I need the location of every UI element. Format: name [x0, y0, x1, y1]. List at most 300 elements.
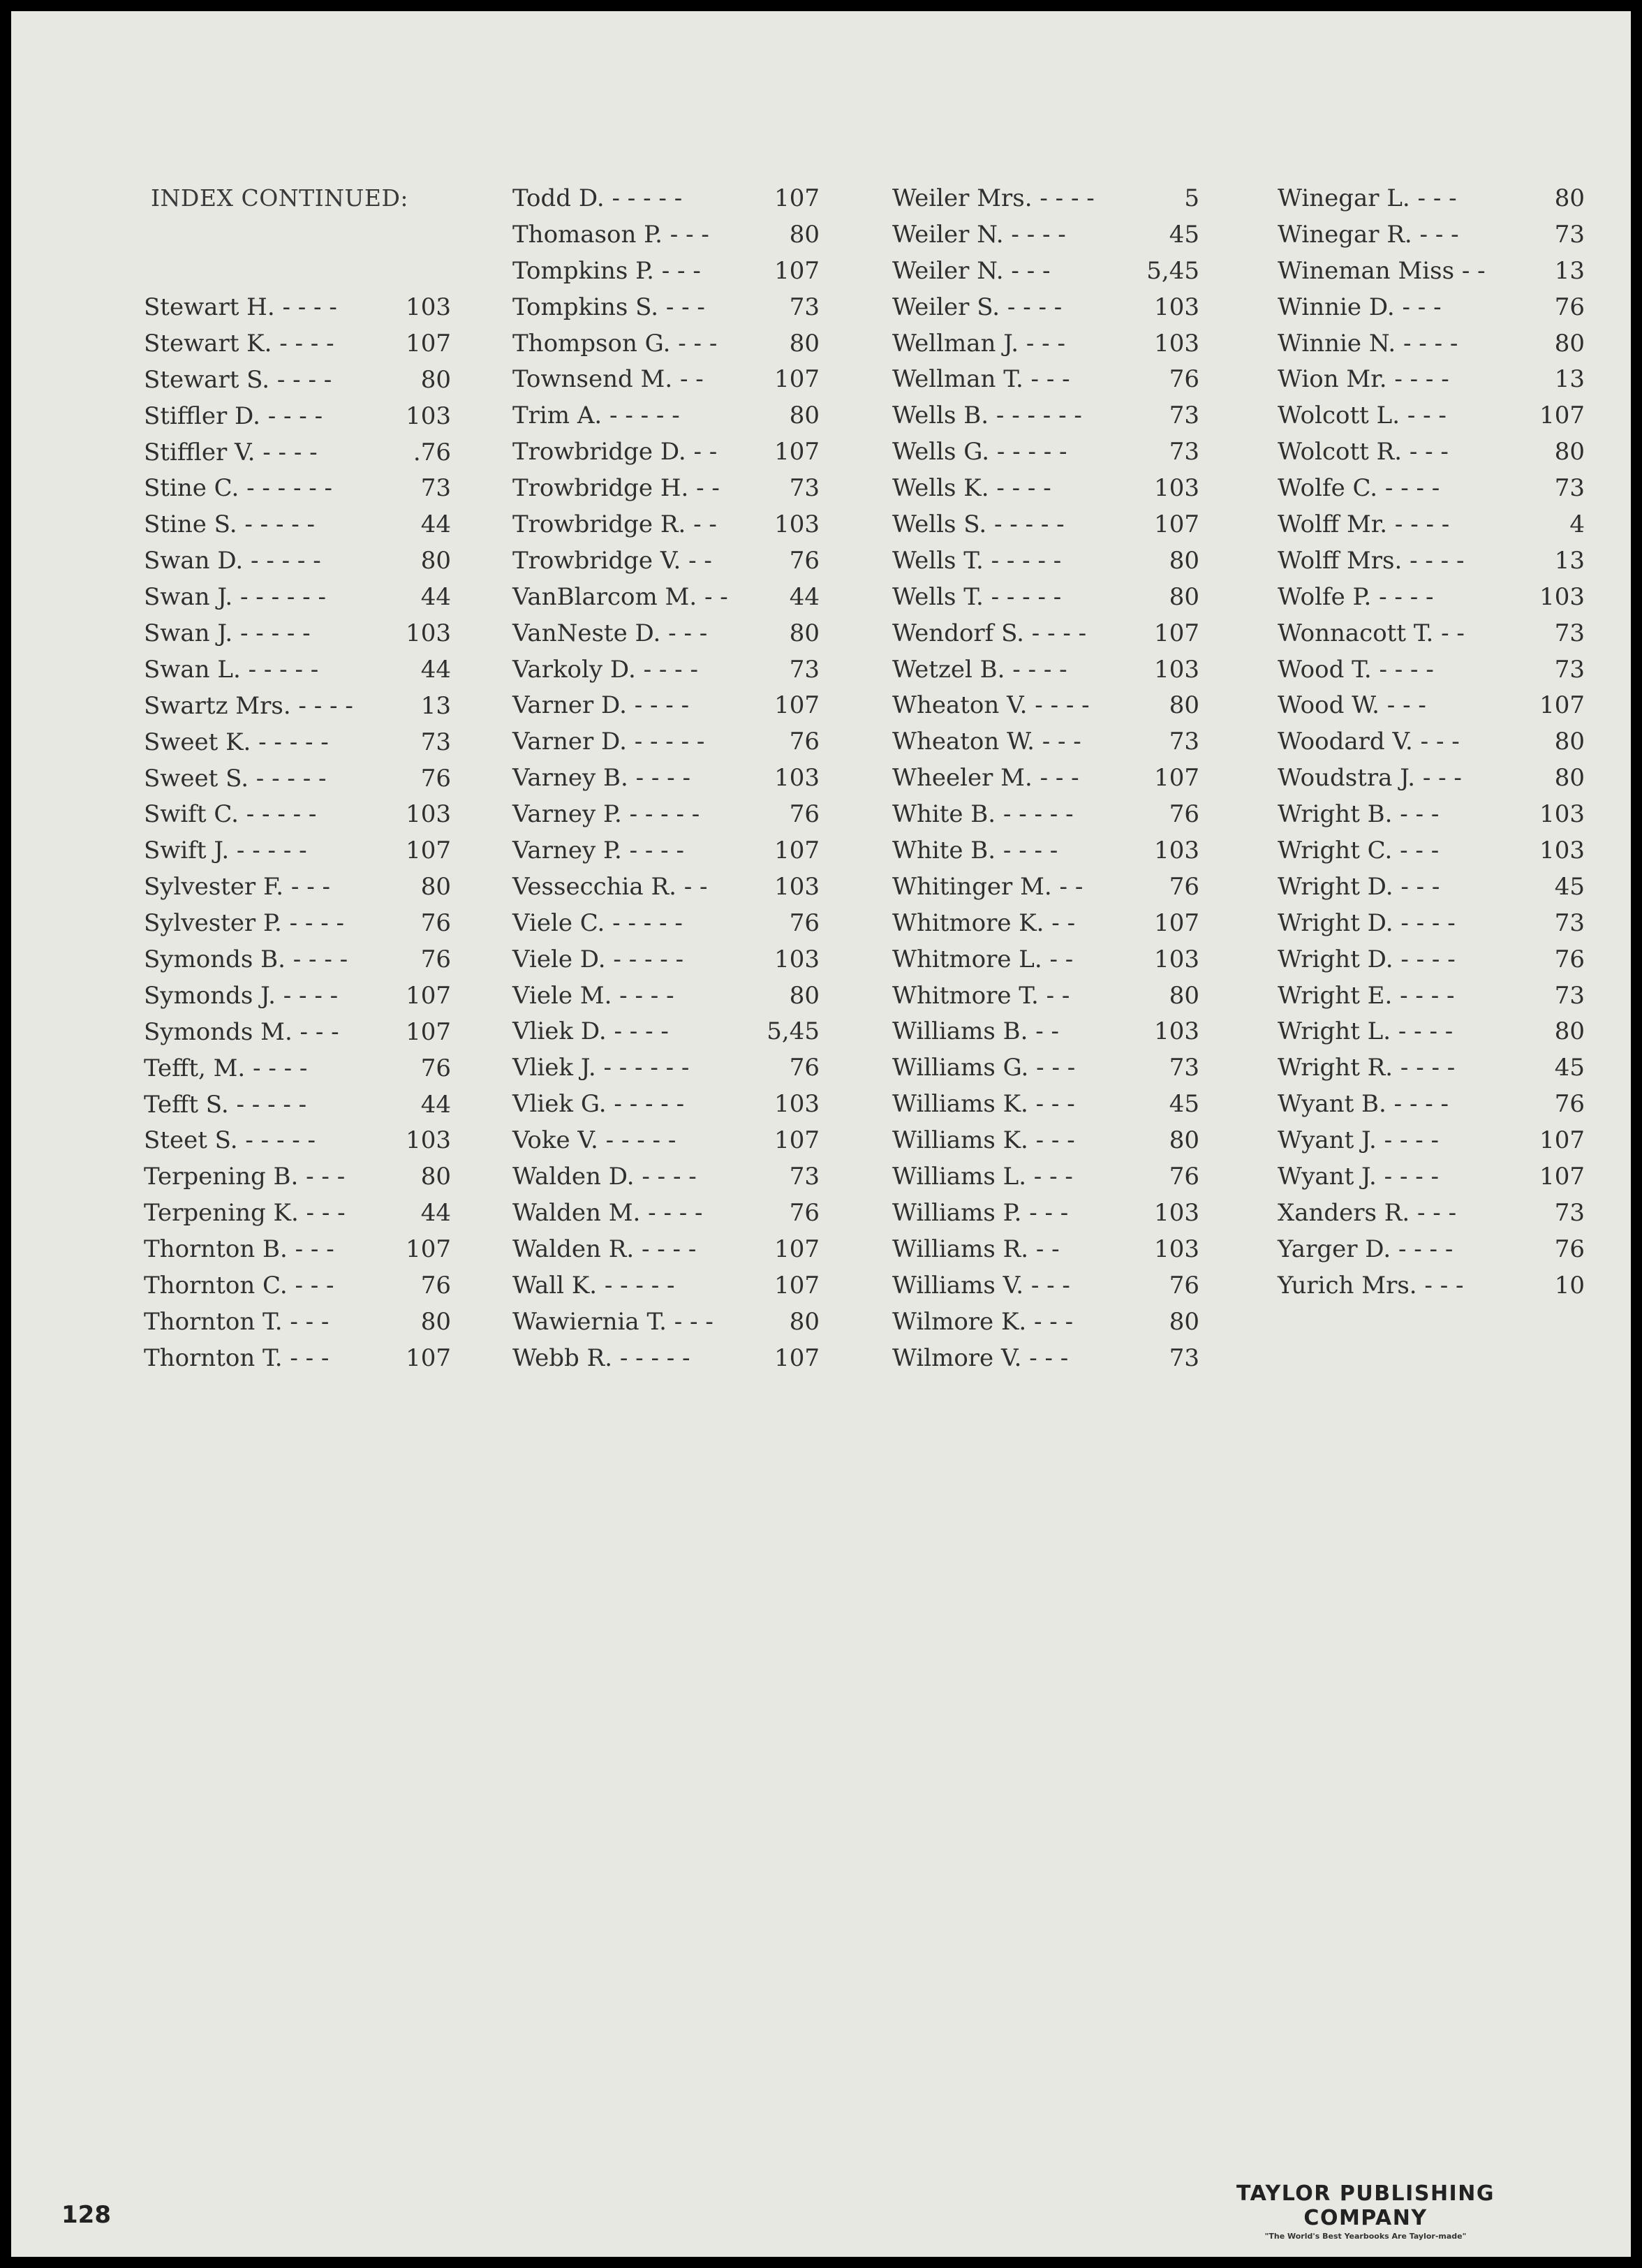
- entry-page: 13: [1554, 365, 1585, 394]
- index-entry: [144, 1267, 451, 1304]
- entry-page: 73: [1554, 619, 1585, 647]
- entry-name: Sylvester P. - - - -: [144, 909, 344, 938]
- entry-name: Stine S. - - - - -: [144, 510, 316, 539]
- entry-page: 73: [420, 474, 451, 503]
- entry-name: VanNeste D. - - -: [512, 619, 708, 647]
- entry-name: Williams B. - -: [892, 1017, 1059, 1046]
- entry-page: 73: [1554, 1198, 1585, 1227]
- entry-name: Varney P. - - - - -: [512, 800, 700, 829]
- entry-name: Whitmore K. - -: [892, 908, 1076, 937]
- index-entry: [144, 615, 451, 651]
- index-entry: [512, 361, 820, 397]
- entry-page: 73: [789, 1163, 820, 1191]
- index-entry: [144, 1122, 451, 1158]
- entry-name: Yarger D. - - - -: [1278, 1235, 1454, 1263]
- entry-page: 107: [406, 981, 451, 1010]
- publisher-tagline: "The World's Best Yearbooks Are Taylor-made": [1264, 2232, 1467, 2241]
- index-entry: [1278, 1086, 1585, 1122]
- index-entry: [892, 470, 1199, 506]
- entry-page: 73: [1169, 1054, 1199, 1082]
- yearbook-page: [11, 11, 1631, 2257]
- index-entry: [512, 1158, 820, 1195]
- entry-page: 73: [1169, 1343, 1199, 1372]
- index-entry: [892, 905, 1199, 941]
- index-entry: [144, 1087, 451, 1123]
- index-entry: [892, 289, 1199, 325]
- index-entry: [512, 796, 820, 832]
- entry-name: Wolcott L. - - -: [1278, 402, 1447, 430]
- index-entry: [512, 832, 820, 869]
- entry-page: 73: [1554, 220, 1585, 249]
- entry-page: 103: [1154, 293, 1199, 321]
- entry-name: Walden M. - - - -: [512, 1198, 703, 1227]
- entry-page: 107: [1154, 908, 1199, 937]
- index-entry: [892, 1013, 1199, 1050]
- entry-page: 76: [789, 800, 820, 829]
- entry-page: 73: [420, 728, 451, 756]
- entry-page: 13: [420, 691, 451, 720]
- entry-name: Wawiernia T. - - -: [512, 1307, 713, 1336]
- index-entry: [512, 615, 820, 651]
- index-column-3: [892, 180, 1199, 1376]
- entry-name: Whitinger M. - -: [892, 872, 1083, 901]
- entry-name: Viele D. - - - - -: [512, 945, 684, 973]
- index-entry: [512, 470, 820, 506]
- entry-page: 80: [789, 1307, 820, 1336]
- entry-page: 103: [406, 1126, 451, 1155]
- index-entry: [144, 688, 451, 724]
- entry-name: Varney P. - - - -: [512, 837, 684, 865]
- index-entry: [1278, 832, 1585, 869]
- entry-page: 103: [1154, 1198, 1199, 1227]
- index-entry: [144, 1014, 451, 1050]
- entry-page: 103: [1154, 655, 1199, 684]
- entry-page: 103: [774, 764, 820, 793]
- entry-page: 107: [774, 365, 820, 394]
- entry-name: Wells S. - - - - -: [892, 510, 1065, 539]
- index-entry: [512, 687, 820, 723]
- entry-page: 107: [774, 1343, 820, 1372]
- index-column-4: [1278, 180, 1585, 1304]
- index-entry: [1278, 397, 1585, 434]
- entry-name: Swift J. - - - - -: [144, 837, 307, 865]
- entry-name: Swartz Mrs. - - - -: [144, 691, 353, 720]
- entry-page: 80: [420, 365, 451, 394]
- entry-page: 76: [420, 1272, 451, 1300]
- entry-page: 10: [1554, 1271, 1585, 1299]
- entry-name: Wright C. - - -: [1278, 837, 1440, 865]
- entry-name: Wolfe C. - - - -: [1278, 474, 1440, 503]
- entry-name: Thornton T. - - -: [144, 1343, 330, 1372]
- index-entry: [512, 941, 820, 978]
- entry-page: 80: [789, 402, 820, 430]
- entry-name: Viele C. - - - - -: [512, 908, 683, 937]
- entry-page: 76: [789, 546, 820, 575]
- index-entry: [512, 905, 820, 941]
- entry-name: Wion Mr. - - - -: [1278, 365, 1449, 394]
- index-entry: [1278, 1267, 1585, 1304]
- entry-page: 73: [1554, 655, 1585, 684]
- index-entry: [144, 832, 451, 869]
- index-entry: [512, 869, 820, 905]
- entry-name: Thornton T. - - -: [144, 1307, 330, 1336]
- index-entry: [1278, 470, 1585, 506]
- entry-page: 5: [1184, 184, 1199, 212]
- index-entry: [512, 216, 820, 253]
- index-entry: [892, 180, 1199, 216]
- entry-name: Wells T. - - - - -: [892, 546, 1062, 575]
- entry-page: 103: [406, 800, 451, 829]
- entry-page: 76: [420, 1054, 451, 1082]
- entry-page: 76: [1554, 945, 1585, 973]
- page-number: 128: [61, 2201, 111, 2229]
- entry-name: White B. - - - - -: [892, 800, 1074, 829]
- entry-name: Tefft S. - - - - -: [144, 1090, 307, 1119]
- entry-page: 76: [1169, 1163, 1199, 1191]
- entry-name: Winegar L. - - -: [1278, 184, 1457, 212]
- entry-name: Stewart H. - - - -: [144, 293, 337, 321]
- index-entry: [144, 289, 451, 325]
- index-entry: [144, 905, 451, 941]
- entry-name: Vliek J. - - - - - -: [512, 1054, 690, 1082]
- index-entry: [1278, 941, 1585, 978]
- entry-page: 73: [1169, 438, 1199, 466]
- index-entry: [1278, 651, 1585, 688]
- entry-name: Wilmore V. - - -: [892, 1343, 1069, 1372]
- entry-name: Wendorf S. - - - -: [892, 619, 1087, 647]
- entry-page: 107: [1154, 510, 1199, 539]
- index-entry: [1278, 325, 1585, 362]
- entry-page: 80: [1554, 329, 1585, 358]
- entry-page: 45: [1554, 1054, 1585, 1082]
- index-entry: [1278, 434, 1585, 470]
- index-entry: [1278, 723, 1585, 760]
- index-entry: [144, 651, 451, 688]
- entry-name: Williams R. - -: [892, 1235, 1060, 1263]
- entry-name: Stiffler V. - - - -: [144, 438, 318, 466]
- index-entry: [144, 398, 451, 434]
- entry-name: Wright E. - - - -: [1278, 981, 1455, 1010]
- index-entry: [512, 289, 820, 325]
- index-entry: [1278, 543, 1585, 579]
- entry-page: 44: [420, 655, 451, 684]
- entry-name: Symonds B. - - - -: [144, 945, 348, 974]
- entry-page: 73: [1554, 908, 1585, 937]
- index-entry: [1278, 905, 1585, 941]
- entry-page: 76: [1169, 365, 1199, 394]
- index-entry: [892, 579, 1199, 615]
- index-entry: [892, 760, 1199, 796]
- index-entry: [892, 869, 1199, 905]
- index-entry: [892, 1267, 1199, 1304]
- entry-page: 76: [789, 1198, 820, 1227]
- entry-page: 44: [789, 582, 820, 611]
- entry-name: Tefft, M. - - - -: [144, 1054, 308, 1082]
- entry-page: 73: [1169, 728, 1199, 756]
- entry-name: Symonds M. - - -: [144, 1017, 339, 1046]
- entry-name: Stiffler D. - - - -: [144, 402, 323, 430]
- index-entry: [892, 941, 1199, 978]
- entry-name: Stewart S. - - - -: [144, 365, 332, 394]
- index-entry: [892, 651, 1199, 688]
- entry-page: 103: [406, 619, 451, 648]
- entry-page: 103: [774, 872, 820, 901]
- index-entry: [144, 978, 451, 1014]
- entry-page: 73: [789, 655, 820, 684]
- entry-name: Varkoly D. - - - -: [512, 655, 698, 684]
- index-entry: [512, 1013, 820, 1050]
- entry-name: Wellman J. - - -: [892, 329, 1065, 358]
- index-entry: [512, 579, 820, 615]
- index-entry: [892, 1231, 1199, 1267]
- index-entry: [1278, 615, 1585, 651]
- index-entry: [144, 506, 451, 543]
- entry-name: Swan J. - - - - -: [144, 619, 311, 648]
- entry-name: Thornton B. - - -: [144, 1235, 334, 1264]
- entry-page: 107: [774, 1235, 820, 1263]
- index-entry: [892, 796, 1199, 832]
- entry-page: 103: [774, 1090, 820, 1119]
- publisher-name: TAYLOR PUBLISHING COMPANY: [1236, 2181, 1495, 2230]
- entry-page: 45: [1169, 1090, 1199, 1119]
- index-entry: [144, 434, 451, 471]
- index-entry: [144, 470, 451, 506]
- entry-name: VanBlarcom M. - -: [512, 582, 728, 611]
- entry-name: Wyant B. - - - -: [1278, 1090, 1449, 1119]
- entry-page: 73: [1554, 981, 1585, 1010]
- index-entry: [892, 1086, 1199, 1122]
- entry-name: Wellman T. - - -: [892, 365, 1070, 394]
- entry-page: 103: [1539, 800, 1585, 829]
- index-entry: [892, 543, 1199, 579]
- entry-name: Voke V. - - - - -: [512, 1126, 676, 1155]
- entry-name: Varner D. - - - - -: [512, 728, 705, 756]
- index-entry: [1278, 1013, 1585, 1050]
- entry-name: Wells K. - - - -: [892, 474, 1051, 503]
- index-entry: [144, 579, 451, 615]
- entry-page: 5,45: [767, 1017, 820, 1046]
- index-heading: INDEX CONTINUED:: [151, 184, 409, 212]
- entry-page: 107: [1539, 691, 1585, 720]
- entry-page: 103: [1539, 582, 1585, 611]
- index-entry: [144, 1195, 451, 1231]
- entry-name: Wright B. - - -: [1278, 800, 1440, 829]
- entry-page: 103: [1154, 1017, 1199, 1046]
- entry-page: 80: [1169, 1307, 1199, 1336]
- entry-name: Wolfe P. - - - -: [1278, 582, 1434, 611]
- index-entry: [892, 832, 1199, 869]
- entry-page: 80: [1169, 691, 1199, 720]
- index-entry: [892, 687, 1199, 723]
- entry-page: 107: [1539, 1126, 1585, 1155]
- entry-page: 73: [1169, 402, 1199, 430]
- index-entry: [144, 796, 451, 832]
- entry-name: Wright D. - - - -: [1278, 908, 1456, 937]
- index-entry: [144, 1304, 451, 1340]
- index-entry: [512, 1122, 820, 1158]
- entry-name: Wheaton V. - - - -: [892, 691, 1090, 720]
- entry-name: Todd D. - - - - -: [512, 184, 683, 212]
- entry-page: 103: [1154, 945, 1199, 973]
- index-entry: [892, 361, 1199, 397]
- entry-name: Thomason P. - - -: [512, 220, 709, 249]
- index-entry: [892, 1195, 1199, 1231]
- entry-page: 44: [420, 583, 451, 612]
- entry-page: 80: [1554, 1017, 1585, 1046]
- entry-name: Wineman Miss - -: [1278, 256, 1486, 285]
- index-entry: [1278, 1050, 1585, 1086]
- index-entry: [512, 978, 820, 1014]
- index-entry: [512, 760, 820, 796]
- index-entry: [892, 978, 1199, 1014]
- index-entry: [1278, 253, 1585, 289]
- index-entry: [512, 543, 820, 579]
- entry-page: 103: [406, 293, 451, 321]
- index-entry: [512, 1231, 820, 1267]
- index-entry: [1278, 1158, 1585, 1195]
- index-entry: [512, 506, 820, 543]
- entry-name: Stine C. - - - - - -: [144, 474, 333, 503]
- entry-page: .76: [413, 438, 451, 466]
- entry-name: Sweet K. - - - - -: [144, 728, 329, 756]
- index-entry: [892, 506, 1199, 543]
- entry-name: Stewart K. - - - -: [144, 329, 334, 358]
- entry-name: Terpening B. - - -: [144, 1163, 346, 1191]
- entry-page: 107: [774, 1126, 820, 1155]
- index-entry: [144, 941, 451, 978]
- entry-name: Varney B. - - - -: [512, 764, 690, 793]
- entry-name: Wood W. - - -: [1278, 691, 1426, 720]
- entry-name: Williams V. - - -: [892, 1271, 1070, 1299]
- entry-page: 80: [1554, 764, 1585, 793]
- entry-page: 76: [1554, 1090, 1585, 1119]
- entry-name: Winegar R. - - -: [1278, 220, 1459, 249]
- entry-page: 103: [774, 945, 820, 973]
- entry-page: 76: [420, 764, 451, 793]
- entry-name: Wall K. - - - - -: [512, 1271, 675, 1299]
- entry-page: 107: [1539, 402, 1585, 430]
- index-entry: [144, 1158, 451, 1195]
- entry-name: Williams K. - - -: [892, 1126, 1075, 1155]
- index-column-2: [512, 180, 820, 1376]
- entry-page: 80: [789, 981, 820, 1010]
- entry-page: 13: [1554, 256, 1585, 285]
- entry-page: 80: [1169, 981, 1199, 1010]
- index-entry: [512, 434, 820, 470]
- entry-name: Whitmore L. - -: [892, 945, 1074, 973]
- index-entry: [512, 723, 820, 760]
- entry-page: 107: [1539, 1163, 1585, 1191]
- index-entry: [512, 1050, 820, 1086]
- entry-name: Yurich Mrs. - - -: [1278, 1271, 1464, 1299]
- index-entry: [512, 1304, 820, 1340]
- entry-page: 107: [406, 837, 451, 865]
- entry-page: 76: [1554, 1235, 1585, 1263]
- entry-page: 80: [1554, 728, 1585, 756]
- index-entry: [892, 434, 1199, 470]
- entry-name: Wright D. - - - -: [1278, 945, 1456, 973]
- entry-page: 80: [1169, 1126, 1199, 1155]
- entry-page: 107: [774, 184, 820, 212]
- entry-name: Thompson G. - - -: [512, 329, 718, 358]
- index-entry: [512, 253, 820, 289]
- entry-page: 107: [406, 1017, 451, 1046]
- entry-page: 80: [789, 329, 820, 358]
- index-entry: [1278, 1231, 1585, 1267]
- entry-name: Whitmore T. - -: [892, 981, 1070, 1010]
- entry-name: Wells B. - - - - - -: [892, 402, 1082, 430]
- entry-page: 107: [406, 1343, 451, 1372]
- entry-page: 103: [1539, 837, 1585, 865]
- index-entry: [1278, 760, 1585, 796]
- index-entry: [1278, 180, 1585, 216]
- entry-name: Terpening K. - - -: [144, 1199, 346, 1228]
- entry-page: 80: [789, 619, 820, 647]
- index-entry: [892, 325, 1199, 362]
- entry-page: 103: [1154, 329, 1199, 358]
- index-entry: [892, 1158, 1199, 1195]
- index-entry: [1278, 361, 1585, 397]
- index-entry: [892, 1122, 1199, 1158]
- entry-page: 76: [1169, 800, 1199, 829]
- entry-name: Williams G. - - -: [892, 1054, 1076, 1082]
- entry-name: Wyant J. - - - -: [1278, 1163, 1440, 1191]
- entry-page: 4: [1569, 510, 1585, 539]
- entry-name: Winnie N. - - - -: [1278, 329, 1458, 358]
- index-entry: [144, 869, 451, 905]
- entry-name: Walden D. - - - -: [512, 1163, 697, 1191]
- entry-page: 13: [1554, 546, 1585, 575]
- index-entry: [144, 1050, 451, 1087]
- entry-name: Steet S. - - - - -: [144, 1126, 316, 1155]
- entry-page: 103: [1154, 1235, 1199, 1263]
- entry-name: Swift C. - - - - -: [144, 800, 317, 829]
- index-entry: [144, 362, 451, 398]
- entry-page: 76: [1169, 1271, 1199, 1299]
- entry-name: Trowbridge D. - -: [512, 438, 718, 466]
- entry-page: 80: [1554, 438, 1585, 466]
- index-entry: [1278, 1122, 1585, 1158]
- entry-name: Weiler Mrs. - - - -: [892, 184, 1095, 212]
- entry-name: Webb R. - - - - -: [512, 1343, 690, 1372]
- entry-name: Wood T. - - - -: [1278, 655, 1434, 684]
- index-entry: [1278, 289, 1585, 325]
- index-entry: [144, 1340, 451, 1376]
- entry-page: 73: [789, 293, 820, 321]
- entry-page: 76: [1554, 293, 1585, 321]
- entry-page: 107: [406, 329, 451, 358]
- entry-name: Wright L. - - - -: [1278, 1017, 1454, 1046]
- entry-page: 80: [789, 220, 820, 249]
- index-entry: [512, 397, 820, 434]
- entry-page: 107: [1154, 619, 1199, 647]
- entry-page: 44: [420, 1090, 451, 1119]
- entry-name: Tompkins S. - - -: [512, 293, 705, 321]
- index-entry: [892, 1340, 1199, 1376]
- entry-name: Townsend M. - -: [512, 365, 704, 394]
- entry-page: 80: [420, 1163, 451, 1191]
- entry-name: Thornton C. - - -: [144, 1272, 334, 1300]
- entry-page: 76: [789, 728, 820, 756]
- entry-page: 76: [789, 908, 820, 937]
- entry-name: Wilmore K. - - -: [892, 1307, 1074, 1336]
- index-entry: [144, 760, 451, 797]
- entry-page: 107: [774, 438, 820, 466]
- index-entry: [512, 651, 820, 688]
- entry-name: Vliek D. - - - -: [512, 1017, 669, 1046]
- index-entry: [892, 253, 1199, 289]
- entry-page: 107: [774, 691, 820, 720]
